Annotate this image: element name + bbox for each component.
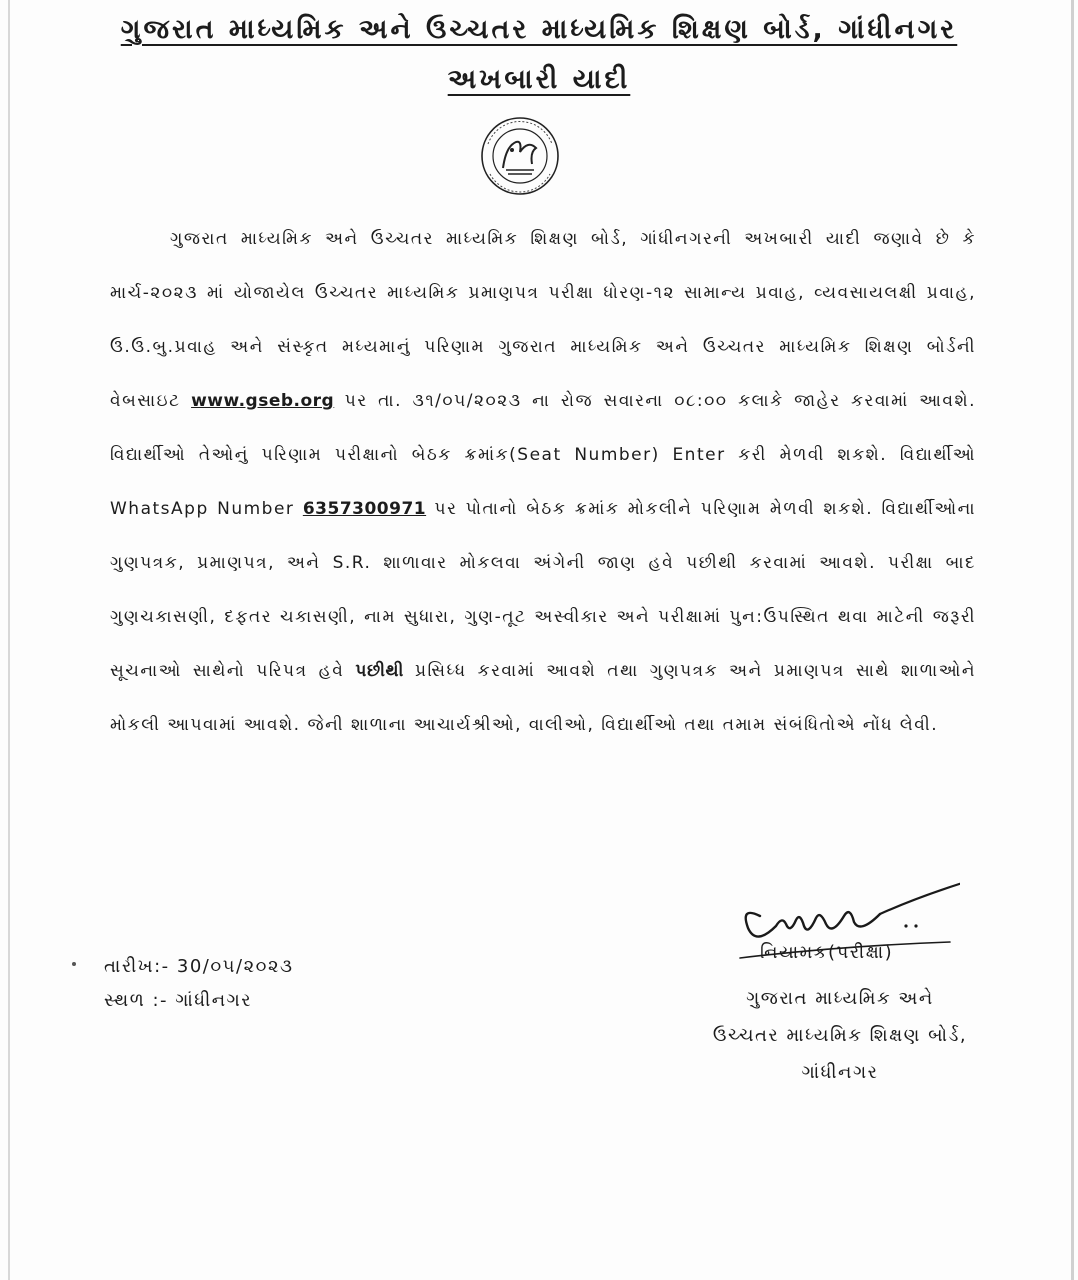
body-text-part1: ગુજરાત માધ્યમિક અને ઉચ્ચતર માધ્યમિક શિક્ષણ બોર્ડ, ગાંધીનગરની અખબારી યાદી જણાવે છે કે માર્ચ-૨૦૨૩ માં યોજાયેલ ઉચ્ચતર માધ્યમિક પ્રમાણપત્ર પરીક્ષા ધોરણ-૧૨ સામાન્ય પ્રવાહ, વ્યવસાયલક્ષી પ્રવાહ, ઉ.ઉ.બુ.પ્રવાહ અને સંસ્કૃત મધ્યમાનું પરિણામ ગુજરાત માધ્યમિક અને ઉચ્ચતર માધ્યમિક શિક્ષણ બોર્ડની વેબસાઇટ: [110, 229, 976, 411]
press-release-body: [110, 212, 976, 752]
body-text-part2: પર તા. ૩૧/૦૫/૨૦૨૩ ના રોજ સવારના ૦૮:૦૦ કલાકે જાહેર કરવામાં આવશે. વિદ્યાર્થીઓ તેઓનું પરિણામ પરીક્ષાનો બેઠક ક્રમાંક(Seat Number) Enter કરી મેળવી શકશે. વિદ્યાર્થીઓ WhatsApp Number: [110, 391, 977, 519]
date-line: તારીખ:- 30/૦૫/૨૦૨૩: [104, 956, 294, 977]
board-title: [0, 14, 1078, 46]
designation: નિયામક(પરીક્ષા): [760, 942, 894, 963]
signatory-organization: [690, 980, 990, 1091]
later-text: પછીથી: [355, 661, 404, 681]
document-subtitle-text: અખબારી યાદી: [447, 64, 631, 95]
board-title-text: ગુજરાત માધ્યમિક અને ઉચ્ચતર માધ્યમિક શિક્ષણ બોર્ડ, ગાંધીનગર: [120, 14, 958, 45]
body-text-part3: પર પોતાનો બેઠક ક્રમાંક મોકલીને પરિણામ મેળવી શકશે. વિદ્યાર્થીઓના ગુણપત્રક, પ્રમાણપત્ર, અને S.R. શાળાવાર મોકલવા અંગેની જાણ હવે પછીથી કરવામાં આવશે. પરીક્ષા બાદ ગુણચકાસણી, દફતર ચકાસણી, નામ સુધારા, ગુણ-તૂટ અસ્વીકાર અને પરીક્ષામાં પુન:ઉપસ્થિત થવા માટેની જરૂરી સૂચનાઓ સાથેનો પરિપત્ર હવે: [110, 499, 976, 681]
website-link[interactable]: www.gseb.org: [191, 391, 335, 411]
body-text-part4: પ્રસિધ્ધ કરવામાં આવશે તથા ગુણપત્રક અને પ્રમાણપત્ર સાથે શાળાઓને મોકલી આપવામાં આવશે. જેની શાળાના આચાર્યશ્રીઓ, વાલીઓ, વિદ્યાર્થીઓ તથા તમામ સંબંધિતોએ નોંધ લેવી.: [110, 661, 977, 735]
page-border-right: [1071, 0, 1074, 1280]
date-place-block: [104, 950, 294, 1018]
whatsapp-number: 6357300971: [302, 499, 427, 519]
org-line-1: ગુજરાત માધ્યમિક અને: [746, 988, 934, 1009]
document-subtitle: [0, 64, 1078, 96]
scan-dot: [72, 962, 76, 966]
page-border-left: [8, 0, 10, 1280]
signature-block: [690, 876, 990, 1083]
org-line-2: ઉચ્ચતર માધ્યમિક શિક્ષણ બોર્ડ,: [712, 1025, 968, 1046]
board-seal-icon: [470, 116, 570, 196]
org-line-3: ગાંધીનગર: [801, 1062, 879, 1083]
place-line: સ્થળ :- ગાંધીનગર: [104, 990, 253, 1011]
